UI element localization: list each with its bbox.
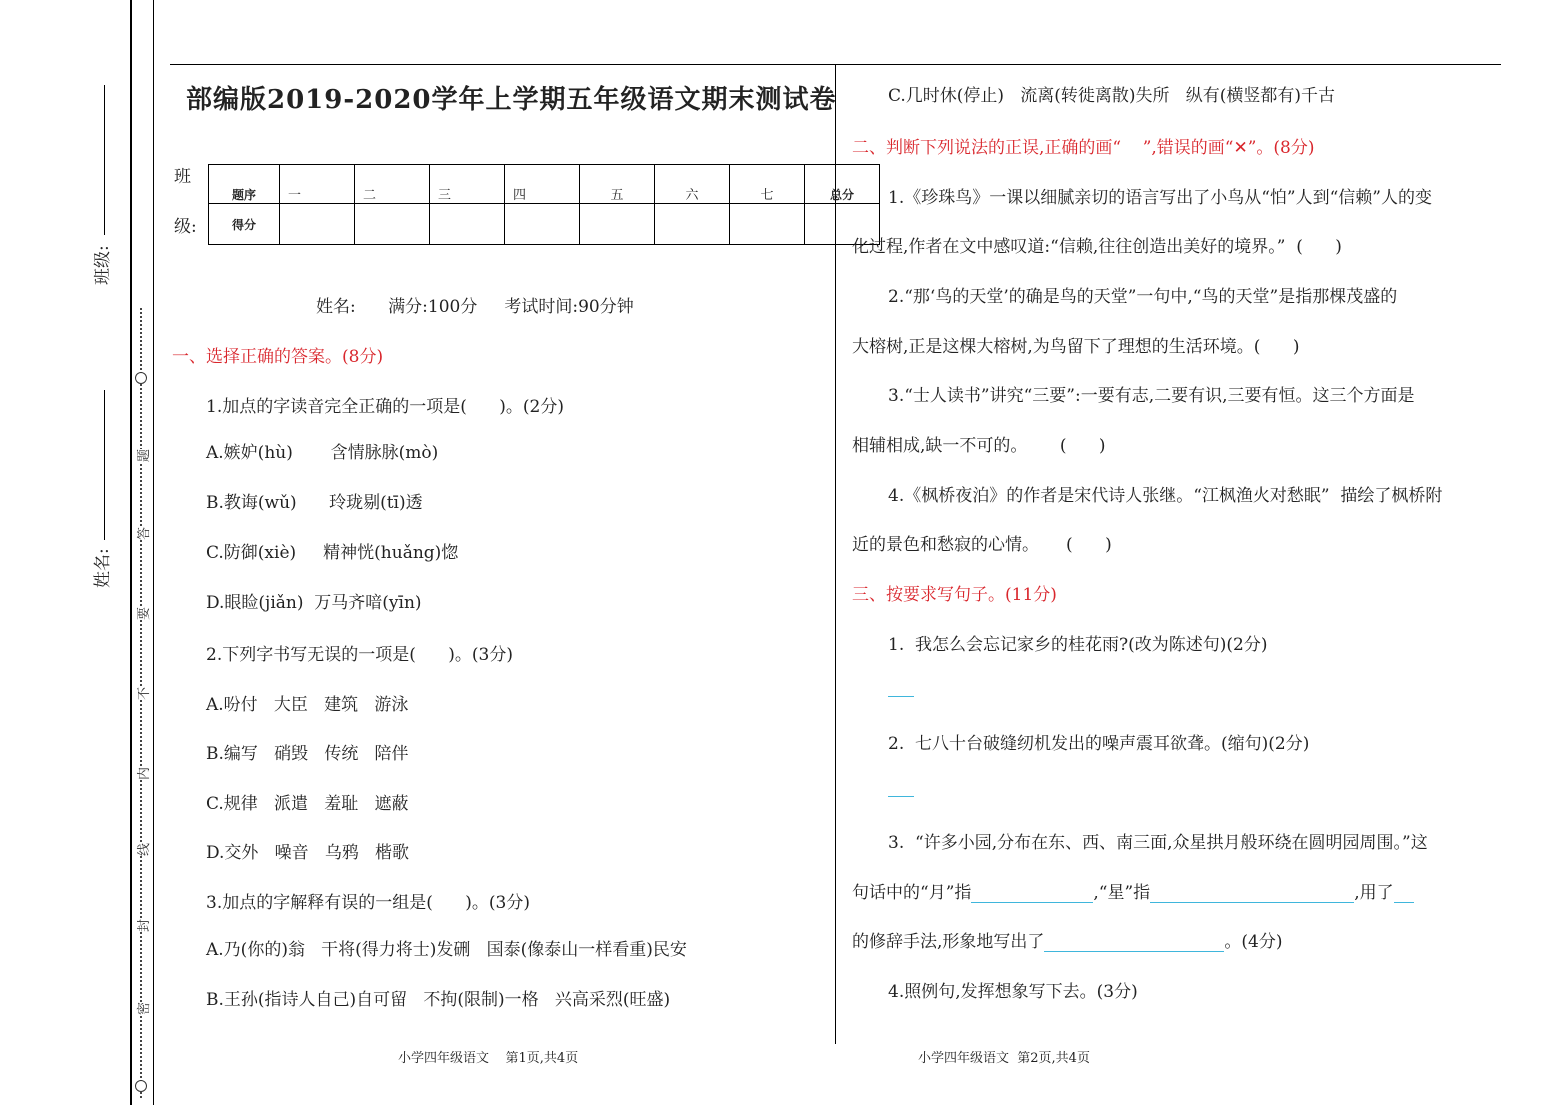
score-header-cell: 五 bbox=[580, 165, 655, 204]
write-2-answer-line[interactable] bbox=[888, 796, 914, 797]
class-row-label-2: 级: bbox=[174, 217, 197, 237]
name-blank-line bbox=[104, 390, 105, 540]
binding-border-left bbox=[130, 0, 132, 1105]
seal-char-ti: 题 bbox=[133, 449, 152, 462]
q2-option-d: D.交外 噪音 乌鸦 楷歌 bbox=[206, 843, 410, 863]
q1-stem: 1.加点的字读音完全正确的一项是( )。(2分) bbox=[206, 397, 564, 417]
score-row-label: 得分 bbox=[209, 204, 280, 245]
seal-char-yao: 要 bbox=[133, 607, 152, 620]
score-header-cell: 一 bbox=[280, 165, 355, 204]
score-table-header-row bbox=[209, 165, 880, 204]
write-3-text-d: 的修辞手法,形象地写出了 bbox=[852, 932, 1045, 952]
write-3-text-c: ,用了 bbox=[1354, 883, 1394, 903]
class-label: 班级: bbox=[93, 245, 113, 285]
q2-option-c: C.规律 派遣 羞耻 遮蔽 bbox=[206, 794, 409, 814]
q3-option-c: C.几时休(停止) 流离(转徙离散)失所 纵有(横竖都有)千古 bbox=[888, 86, 1336, 106]
write-1-stem: 1. 我怎么会忘记家乡的桂花雨?(改为陈述句)(2分) bbox=[888, 635, 1268, 655]
class-row-label-1: 班 bbox=[174, 167, 191, 187]
seal-char-mi: 密 bbox=[133, 1002, 152, 1015]
score-cell[interactable] bbox=[355, 204, 430, 245]
judge-3-line-2: 相辅相成,缺一不可的。 ( ) bbox=[852, 436, 1106, 456]
score-table bbox=[208, 164, 880, 245]
seal-char-da: 答 bbox=[133, 527, 152, 540]
q2-stem: 2.下列字书写无误的一项是( )。(3分) bbox=[206, 645, 513, 665]
score-header-cell: 七 bbox=[730, 165, 805, 204]
score-cell[interactable] bbox=[280, 204, 355, 245]
score-table-score-row bbox=[209, 204, 880, 245]
seal-circle-top bbox=[135, 372, 147, 384]
write-3-line-3 bbox=[852, 927, 1283, 952]
q2-option-b: B.编写 硝毁 传统 陪伴 bbox=[206, 744, 409, 764]
write-3-line-1: 3. “许多小园,分布在东、西、南三面,众星拱月般环绕在圆明园周围。”这 bbox=[888, 833, 1428, 853]
write-2-stem: 2. 七八十台破缝纫机发出的噪声震耳欲聋。(缩句)(2分) bbox=[888, 734, 1310, 754]
write-3-text-b: ,“星”指 bbox=[1093, 883, 1151, 903]
section-3-heading: 三、按要求写句子。(11分) bbox=[852, 585, 1057, 605]
judge-3-line-1: 3.“士人读书”讲究“三要”:一要有志,二要有识,三要有恒。这三个方面是 bbox=[888, 386, 1415, 406]
star-answer-blank[interactable] bbox=[1150, 884, 1354, 903]
score-cell[interactable] bbox=[430, 204, 505, 245]
judge-4-line-2: 近的景色和愁寂的心情。 ( ) bbox=[852, 535, 1112, 555]
seal-char-feng: 封 bbox=[133, 919, 152, 932]
write-3-text-a: 句话中的“月”指 bbox=[852, 883, 972, 903]
judge-1-line-2: 化过程,作者在文中感叹道:“信赖,往往创造出美好的境界。” ( ) bbox=[852, 237, 1342, 257]
info-line: 姓名: 满分:100分 考试时间:90分钟 bbox=[316, 297, 634, 317]
q1-option-b: B.教诲(wǔ) 玲珑剔(tī)透 bbox=[206, 493, 423, 513]
score-cell[interactable] bbox=[505, 204, 580, 245]
write-3-line-2 bbox=[852, 878, 1414, 903]
seal-dotted-line bbox=[140, 308, 142, 1098]
footer-right: 小学四年级语文 第2页,共4页 bbox=[918, 1051, 1090, 1066]
score-header-cell: 二 bbox=[355, 165, 430, 204]
q1-option-a: A.嫉妒(hù) 含情脉脉(mò) bbox=[206, 443, 439, 463]
judge-2-line-2: 大榕树,正是这棵大榕树,为鸟留下了理想的生活环境。( ) bbox=[852, 337, 1300, 357]
score-cell[interactable] bbox=[730, 204, 805, 245]
seal-char-nei: 内 bbox=[133, 767, 152, 780]
rhetoric-answer-blank[interactable] bbox=[1394, 884, 1414, 903]
seal-char-xian: 线 bbox=[133, 843, 152, 856]
score-cell[interactable] bbox=[655, 204, 730, 245]
judge-2-line-1: 2.“那‘鸟的天堂’的确是鸟的天堂”一句中,“鸟的天堂”是指那棵茂盛的 bbox=[888, 287, 1398, 307]
describe-answer-blank[interactable] bbox=[1044, 933, 1224, 952]
q3-stem: 3.加点的字解释有误的一组是( )。(3分) bbox=[206, 893, 530, 913]
q3-option-b: B.王孙(指诗人自己)自可留 不拘(限制)一格 兴高采烈(旺盛) bbox=[206, 990, 671, 1010]
section-1-heading: 一、选择正确的答案。(8分) bbox=[172, 347, 384, 367]
seal-char-bu: 不 bbox=[133, 687, 152, 700]
score-header-cell: 题序 bbox=[209, 165, 280, 204]
moon-answer-blank[interactable] bbox=[971, 884, 1093, 903]
score-header-cell: 六 bbox=[655, 165, 730, 204]
exam-title: 部编版2019-2020学年上学期五年级语文期末测试卷 bbox=[186, 85, 837, 115]
judge-4-line-1: 4.《枫桥夜泊》的作者是宋代诗人张继。“江枫渔火对愁眠” 描绘了枫桥附 bbox=[888, 486, 1443, 506]
score-cell[interactable] bbox=[580, 204, 655, 245]
score-header-cell: 四 bbox=[505, 165, 580, 204]
score-header-cell: 总分 bbox=[805, 165, 880, 204]
binding-border-right bbox=[153, 0, 154, 1105]
judge-1-line-1: 1.《珍珠鸟》一课以细腻亲切的语言写出了小鸟从“怕”人到“信赖”人的变 bbox=[888, 188, 1432, 208]
name-label: 姓名: bbox=[93, 548, 113, 588]
q3-option-a: A.乃(你的)翁 干将(得力将士)发硎 国泰(像泰山一样看重)民安 bbox=[206, 940, 687, 960]
write-1-answer-line[interactable] bbox=[888, 696, 914, 697]
score-header-cell: 三 bbox=[430, 165, 505, 204]
write-3-text-e: 。(4分) bbox=[1224, 932, 1283, 952]
q1-option-c: C.防御(xiè) 精神恍(huǎng)惚 bbox=[206, 543, 459, 563]
seal-circle-bottom bbox=[135, 1080, 147, 1092]
class-blank-line bbox=[104, 85, 105, 235]
footer-left: 小学四年级语文 第1页,共4页 bbox=[398, 1051, 579, 1066]
section-2-heading: 二、判断下列说法的正误,正确的画“ ”,错误的画“✕”。(8分) bbox=[852, 138, 1315, 158]
q2-option-a: A.吩付 大臣 建筑 游泳 bbox=[206, 695, 409, 715]
q1-option-d: D.眼睑(jiǎn) 万马齐喑(yīn) bbox=[206, 593, 422, 613]
write-4-stem: 4.照例句,发挥想象写下去。(3分) bbox=[888, 982, 1138, 1002]
